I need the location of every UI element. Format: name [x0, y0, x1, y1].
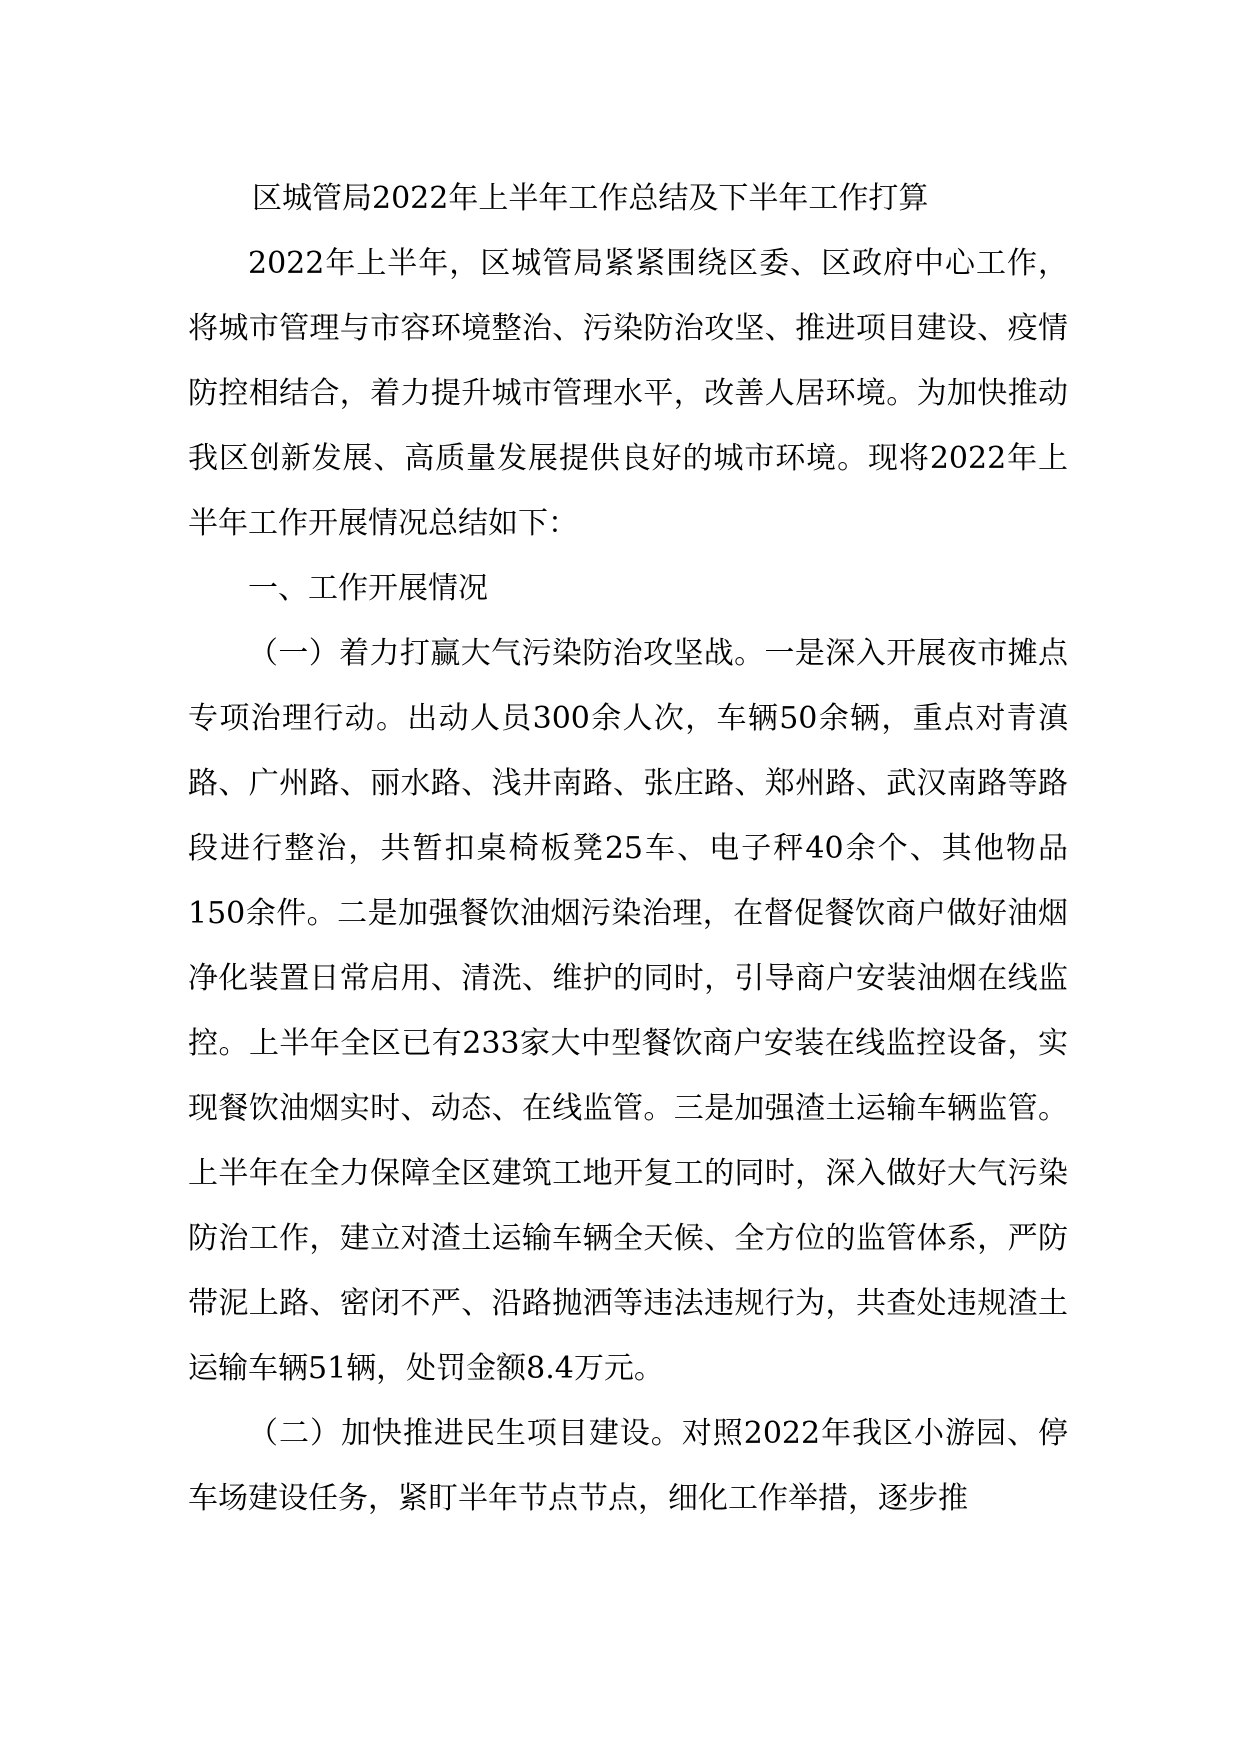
subsection-air-pollution-paragraph: （一）着力打赢大气污染防治攻坚战。一是深入开展夜市摊点专项治理行动。出动人员300余人次，车辆50余辆，重点对青滇路、广州路、丽水路、浅井南路、张庄路、郑州路、武汉南路等路段进行整治，共暂扣桌椅板凳25车、电子秤40余个、其他物品150余件。二是加强餐饮油烟污染治理，在督促餐饮商户做好油烟净化装置日常启用、清洗、维护的同时，引导商户安装油烟在线监控。上半年全区已有233家大中型餐饮商户安装在线监控设备，实现餐饮油烟实时、动态、在线监管。三是加强渣土运输车辆监管。上半年在全力保障全区建筑工地开复工的同时，深入做好大气污染防治工作，建立对渣土运输车辆全天候、全方位的监管体系，严防带泥上路、密闭不严、沿路抛洒等违法违规行为，共查处违规渣土运输车辆51辆，处罚金额8.4万元。 — [188, 636, 1068, 1386]
document-body — [188, 166, 1068, 1531]
section-heading-work-progress: 一、工作开展情况 — [248, 571, 488, 606]
subsection-livelihood-projects-paragraph: （二）加快推进民生项目建设。对照2022年我区小游园、停车场建设任务，紧盯半年节点节点，细化工作举措，逐步推 — [188, 1416, 1068, 1516]
document-title: 区城管局2022年上半年工作总结及下半年工作打算 — [252, 181, 929, 216]
intro-paragraph: 2022年上半年，区城管局紧紧围绕区委、区政府中心工作，将城市管理与市容环境整治、污染防治攻坚、推进项目建设、疫情防控相结合，着力提升城市管理水平，改善人居环境。为加快推动我区创新发展、高质量发展提供良好的城市环境。现将2022年上半年工作开展情况总结如下： — [188, 246, 1068, 541]
